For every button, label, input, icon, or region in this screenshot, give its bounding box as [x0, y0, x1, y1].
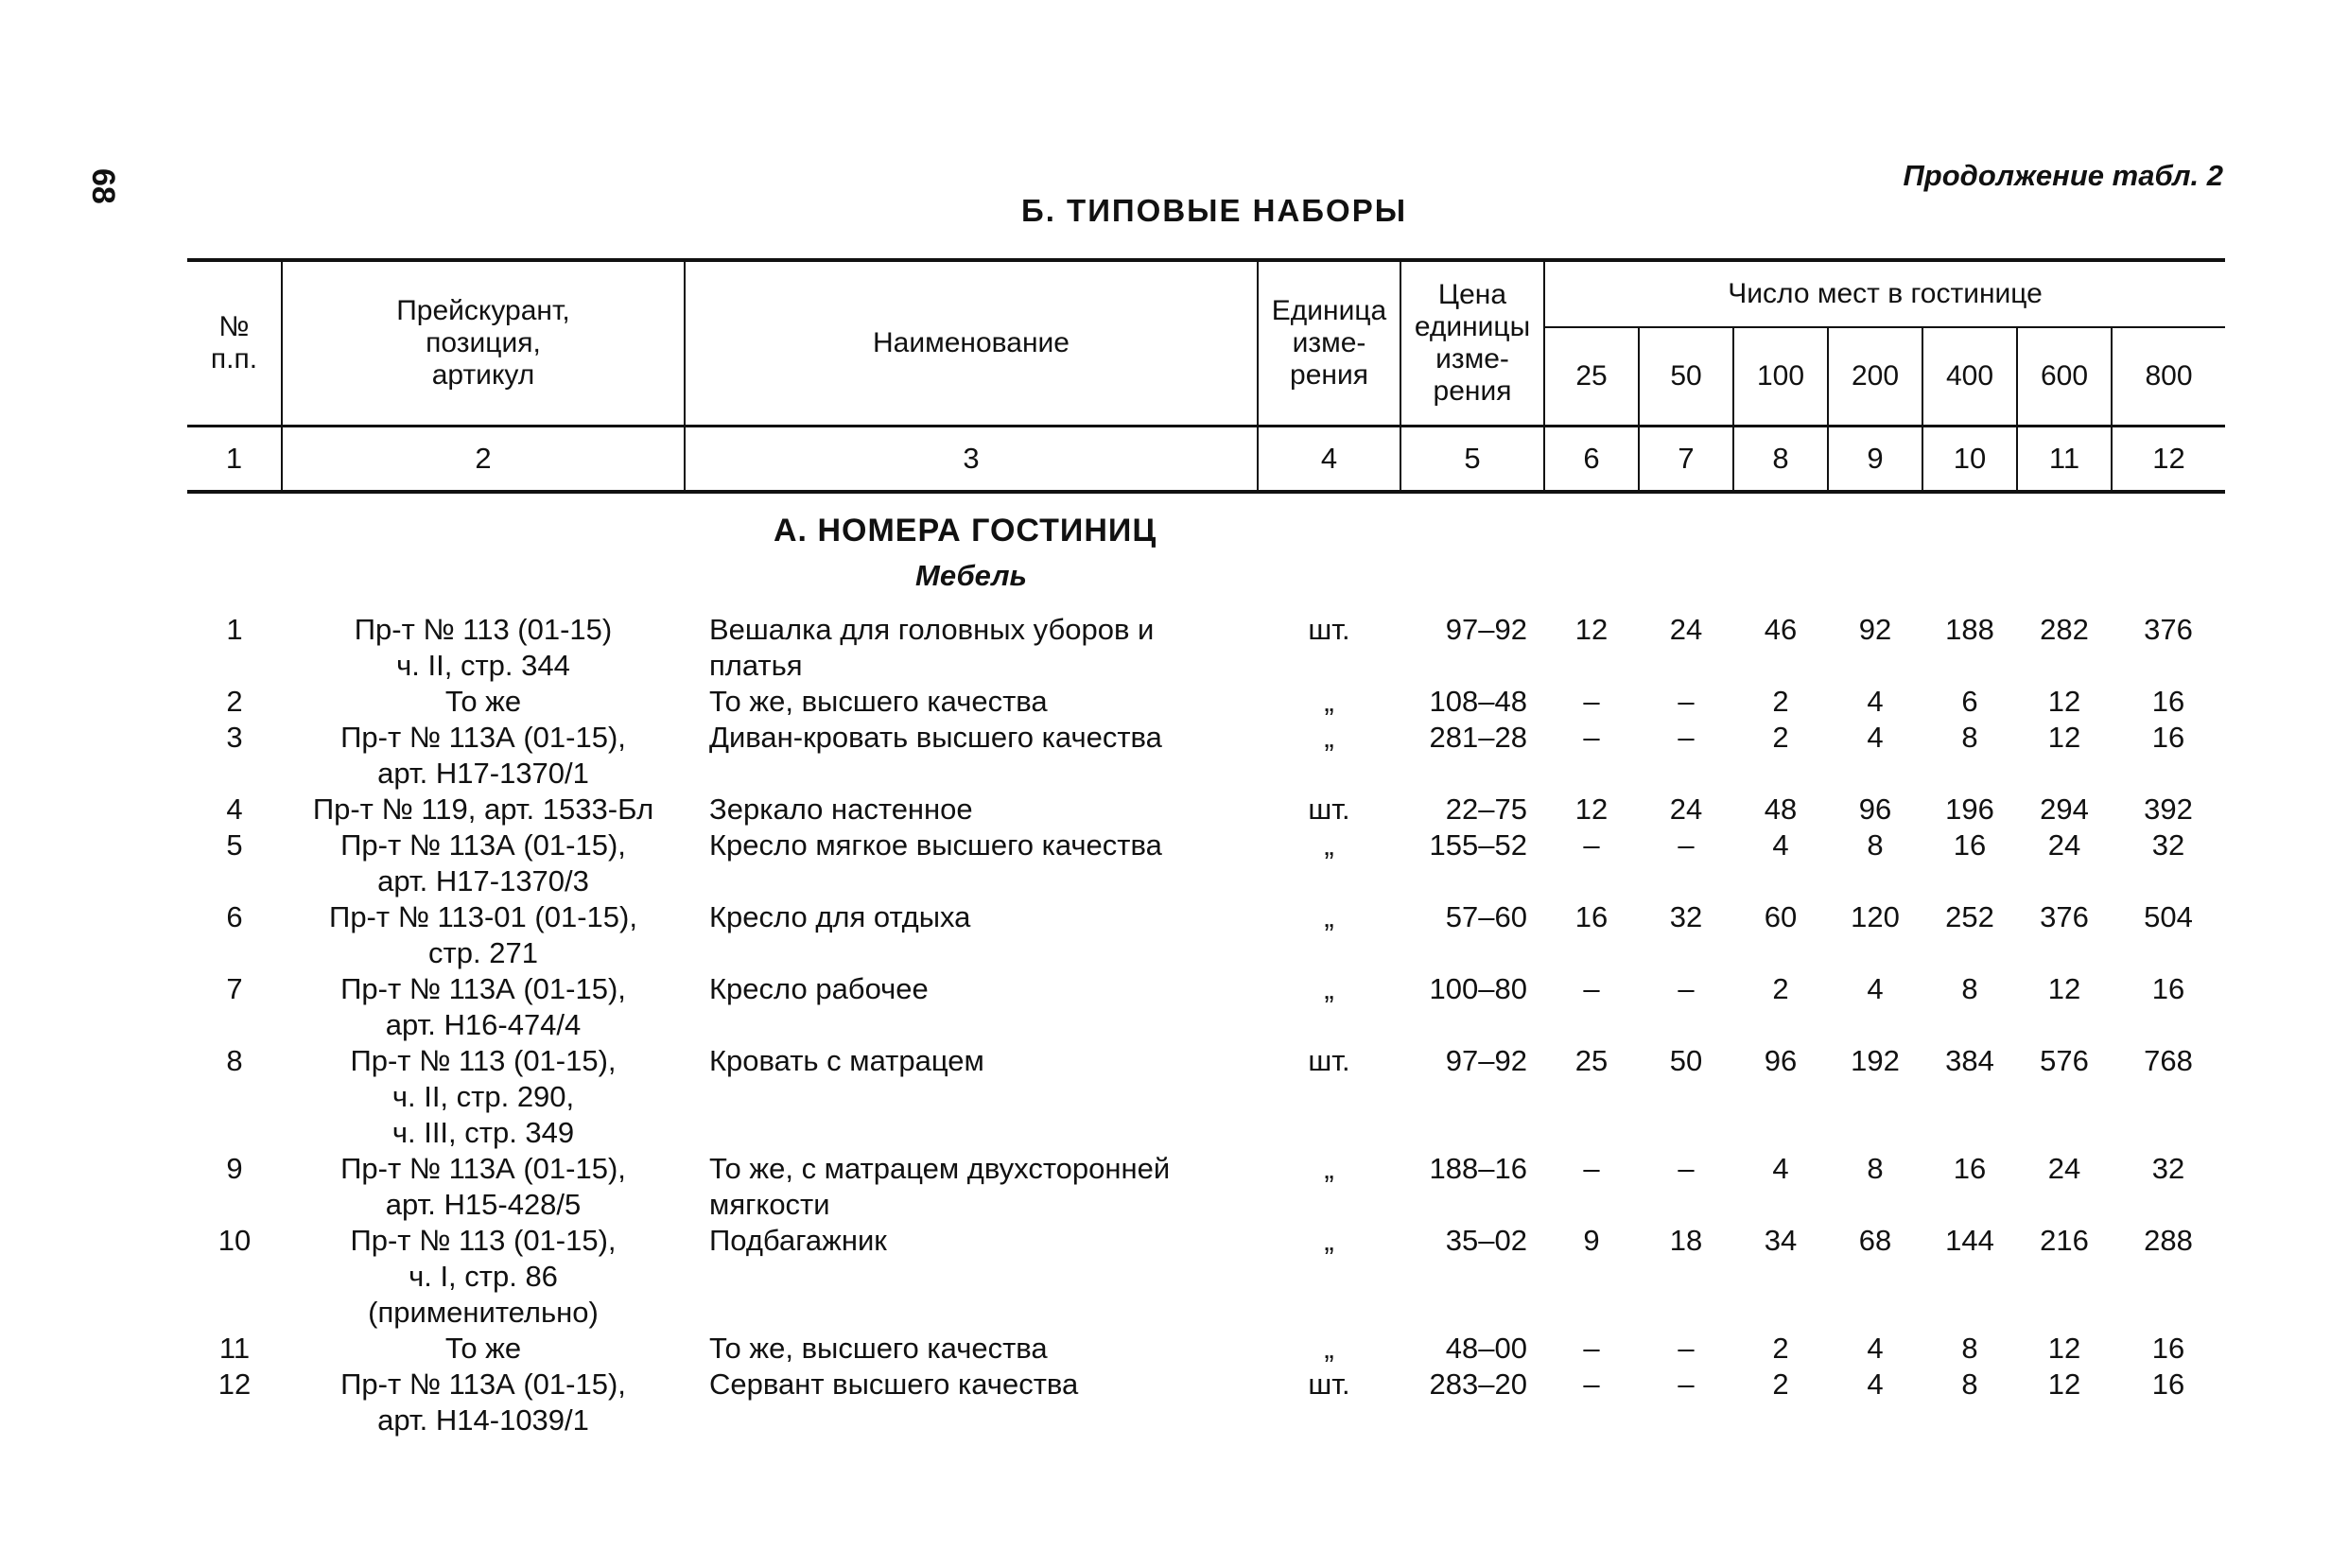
row-quantity: 32	[1669, 900, 1703, 933]
row-number: 1	[226, 613, 243, 646]
row-quantity: –	[1583, 1152, 1600, 1185]
row-unit: „	[1324, 900, 1334, 933]
row-pricelist: Пр-т № 113А (01-15), арт. Н14-1039/1	[340, 1368, 626, 1437]
row-name: То же, высшего качества	[709, 1332, 1048, 1365]
row-quantity: 16	[1953, 1152, 1987, 1185]
row-quantity: 8	[1961, 1332, 1978, 1365]
row-quantity: 12	[2047, 685, 2081, 718]
row-quantity: 576	[2040, 1044, 2089, 1077]
table-continuation-note: Продолжение табл. 2	[1903, 159, 2223, 192]
row-name: Сервант высшего качества	[709, 1368, 1079, 1401]
row-number: 9	[226, 1152, 243, 1185]
row-quantity: 24	[1669, 613, 1703, 646]
row-pricelist: То же	[444, 685, 522, 718]
header-num: № п.п.	[187, 260, 282, 427]
column-number: 6	[1544, 427, 1639, 493]
row-price: 57–60	[1445, 900, 1527, 933]
row-quantity: 12	[1574, 793, 1609, 826]
row-pricelist: Пр-т № 113А (01-15), арт. Н17-1370/1	[340, 721, 626, 790]
table-row	[187, 1331, 2225, 1367]
row-price: 97–92	[1445, 613, 1527, 646]
column-number: 5	[1400, 427, 1544, 493]
row-pricelist: Пр-т № 119, арт. 1533-Бл	[312, 793, 654, 826]
header-capacity-600: 600	[2017, 327, 2112, 427]
row-name: Кровать с матрацем	[709, 1044, 984, 1077]
row-quantity: –	[1583, 1332, 1600, 1365]
row-price: 22–75	[1445, 793, 1527, 826]
row-quantity: 8	[1961, 972, 1978, 1005]
table-row	[187, 612, 2225, 684]
row-quantity: 4	[1867, 972, 1884, 1005]
column-number: 3	[685, 427, 1258, 493]
row-quantity: 8	[1867, 1152, 1884, 1185]
table-row	[187, 684, 2225, 720]
row-number: 3	[226, 721, 243, 754]
subsection-title: Мебель	[915, 559, 1027, 592]
column-number: 8	[1733, 427, 1828, 493]
row-quantity: 12	[2047, 1332, 2081, 1365]
row-pricelist: Пр-т № 113А (01-15), арт. Н15-428/5	[340, 1152, 626, 1221]
row-quantity: 2	[1772, 972, 1789, 1005]
row-unit: шт.	[1308, 1368, 1350, 1401]
row-quantity: 25	[1574, 1044, 1609, 1077]
row-quantity: 24	[2047, 1152, 2081, 1185]
table-row	[187, 1151, 2225, 1223]
row-name: Кресло для отдыха	[709, 900, 971, 933]
row-quantity: –	[1678, 828, 1695, 862]
row-pricelist: Пр-т № 113 (01-15), ч. II, стр. 290, ч. III, стр. 349	[350, 1044, 617, 1149]
header-capacity-800: 800	[2112, 327, 2225, 427]
header-capacity-100: 100	[1733, 327, 1828, 427]
row-quantity: –	[1583, 972, 1600, 1005]
row-quantity: 12	[2047, 721, 2081, 754]
row-quantity: 282	[2040, 613, 2089, 646]
column-number: 9	[1828, 427, 1922, 493]
row-number: 10	[217, 1224, 252, 1257]
row-quantity: 4	[1867, 1332, 1884, 1365]
row-name: Зеркало настенное	[709, 793, 973, 826]
row-quantity: 96	[1858, 793, 1892, 826]
header-capacity-50: 50	[1639, 327, 1733, 427]
row-pricelist: Пр-т № 113А (01-15), арт. Н17-1370/3	[340, 828, 626, 897]
row-quantity: 192	[1851, 1044, 1900, 1077]
row-number: 5	[226, 828, 243, 862]
row-quantity: 60	[1764, 900, 1798, 933]
header-capacity-400: 400	[1922, 327, 2017, 427]
row-quantity: 4	[1867, 721, 1884, 754]
row-number: 8	[226, 1044, 243, 1077]
row-quantity: 12	[1574, 613, 1609, 646]
row-quantity: 46	[1764, 613, 1798, 646]
row-price: 108–48	[1429, 685, 1527, 718]
row-number: 4	[226, 793, 243, 826]
row-quantity: 32	[2151, 1152, 2185, 1185]
header-name: Наименование	[685, 260, 1258, 427]
column-number: 7	[1639, 427, 1733, 493]
row-pricelist: Пр-т № 113-01 (01-15), стр. 271	[329, 900, 637, 969]
row-quantity: 68	[1858, 1224, 1892, 1257]
row-quantity: 16	[2151, 972, 2185, 1005]
row-quantity: 8	[1867, 828, 1884, 862]
row-price: 100–80	[1429, 972, 1527, 1005]
row-unit: „	[1324, 1224, 1334, 1257]
row-quantity: 48	[1764, 793, 1798, 826]
row-quantity: 16	[1574, 900, 1609, 933]
row-pricelist: Пр-т № 113 (01-15), ч. I, стр. 86 (применительно)	[350, 1224, 617, 1329]
row-quantity: 768	[2144, 1044, 2193, 1077]
table-row	[187, 1367, 2225, 1438]
row-quantity: 16	[1953, 828, 1987, 862]
row-quantity: 4	[1772, 1152, 1789, 1185]
row-unit: шт.	[1308, 613, 1350, 646]
row-quantity: 9	[1583, 1224, 1600, 1257]
furniture-table	[187, 258, 2225, 1438]
row-quantity: –	[1678, 972, 1695, 1005]
row-quantity: 8	[1961, 721, 1978, 754]
row-number: 7	[226, 972, 243, 1005]
row-quantity: 16	[2151, 721, 2185, 754]
row-number: 2	[226, 685, 243, 718]
row-price: 155–52	[1429, 828, 1527, 862]
row-quantity: 16	[2151, 1368, 2185, 1401]
row-quantity: 288	[2144, 1224, 2193, 1257]
row-quantity: 376	[2144, 613, 2193, 646]
row-quantity: 12	[2047, 972, 2081, 1005]
row-unit: „	[1324, 1332, 1334, 1365]
row-quantity: 4	[1867, 1368, 1884, 1401]
row-quantity: 92	[1858, 613, 1892, 646]
row-price: 48–00	[1445, 1332, 1527, 1365]
row-unit: „	[1324, 685, 1334, 718]
row-unit: „	[1324, 828, 1334, 862]
row-quantity: 6	[1961, 685, 1978, 718]
row-quantity: 188	[1945, 613, 1994, 646]
row-quantity: 32	[2151, 828, 2185, 862]
table-row	[187, 720, 2225, 792]
row-unit: шт.	[1308, 1044, 1350, 1077]
row-name: Диван-кровать высшего качества	[709, 721, 1162, 754]
row-quantity: 2	[1772, 1332, 1789, 1365]
row-name: Подбагажник	[709, 1224, 887, 1257]
column-number: 11	[2017, 427, 2112, 493]
row-quantity: 392	[2144, 793, 2193, 826]
row-quantity: –	[1583, 828, 1600, 862]
header-unit: Единица изме- рения	[1258, 260, 1400, 427]
row-quantity: 294	[2040, 793, 2089, 826]
row-quantity: 196	[1945, 793, 1994, 826]
row-quantity: –	[1583, 721, 1600, 754]
row-name: Кресло рабочее	[709, 972, 929, 1005]
header-pricelist: Прейскурант, позиция, артикул	[282, 260, 685, 427]
row-unit: „	[1324, 1152, 1334, 1185]
row-quantity: 216	[2040, 1224, 2089, 1257]
row-quantity: 4	[1867, 685, 1884, 718]
row-quantity: 4	[1772, 828, 1789, 862]
row-price: 35–02	[1445, 1224, 1527, 1257]
table-row	[187, 971, 2225, 1043]
row-quantity: 384	[1945, 1044, 1994, 1077]
row-quantity: 96	[1764, 1044, 1798, 1077]
row-quantity: 2	[1772, 721, 1789, 754]
row-unit: шт.	[1308, 793, 1350, 826]
row-name: Кресло мягкое высшего качества	[709, 828, 1162, 862]
document-title: Б. ТИПОВЫЕ НАБОРЫ	[1021, 193, 1408, 228]
header-capacity-group: Число мест в гостинице	[1544, 260, 2225, 327]
row-quantity: 24	[1669, 793, 1703, 826]
row-number: 12	[217, 1368, 252, 1401]
row-quantity: –	[1678, 1152, 1695, 1185]
row-quantity: 24	[2047, 828, 2081, 862]
table-row	[187, 899, 2225, 971]
column-number: 2	[282, 427, 685, 493]
row-unit: „	[1324, 972, 1334, 1005]
row-name: Вешалка для головных уборов и платья	[709, 613, 1155, 682]
row-price: 281–28	[1429, 721, 1527, 754]
row-quantity: –	[1583, 1368, 1600, 1401]
row-name: То же, с матрацем двухсторонней мягкости	[709, 1152, 1171, 1221]
row-number: 6	[226, 900, 243, 933]
row-quantity: 376	[2040, 900, 2089, 933]
row-quantity: 12	[2047, 1368, 2081, 1401]
row-quantity: 252	[1945, 900, 1994, 933]
column-number: 10	[1922, 427, 2017, 493]
column-number: 4	[1258, 427, 1400, 493]
table-row	[187, 828, 2225, 899]
row-quantity: –	[1678, 1332, 1695, 1365]
row-price: 97–92	[1445, 1044, 1527, 1077]
table-body	[187, 612, 2225, 1438]
table-row	[187, 1043, 2225, 1151]
page-number: 68	[85, 168, 121, 204]
row-quantity: 120	[1851, 900, 1900, 933]
row-quantity: 50	[1669, 1044, 1703, 1077]
row-unit: „	[1324, 721, 1334, 754]
row-name: То же, высшего качества	[709, 685, 1048, 718]
row-pricelist: То же	[444, 1332, 522, 1365]
section-title: А. НОМЕРА ГОСТИНИЦ	[774, 513, 1157, 549]
header-capacity-200: 200	[1828, 327, 1922, 427]
row-quantity: 18	[1669, 1224, 1703, 1257]
row-price: 283–20	[1429, 1368, 1527, 1401]
row-quantity: –	[1678, 721, 1695, 754]
table-row	[187, 1223, 2225, 1331]
row-number: 11	[218, 1332, 251, 1365]
row-quantity: –	[1583, 685, 1600, 718]
row-quantity: 144	[1945, 1224, 1994, 1257]
row-quantity: –	[1678, 1368, 1695, 1401]
row-pricelist: Пр-т № 113А (01-15), арт. Н16-474/4	[340, 972, 626, 1041]
row-quantity: 16	[2151, 1332, 2185, 1365]
column-number: 1	[187, 427, 282, 493]
row-price: 188–16	[1429, 1152, 1527, 1185]
row-pricelist: Пр-т № 113 (01-15) ч. II, стр. 344	[354, 613, 613, 682]
row-quantity: 2	[1772, 685, 1789, 718]
header-price: Цена единицы изме- рения	[1400, 260, 1544, 427]
row-quantity: 34	[1764, 1224, 1798, 1257]
row-quantity: –	[1678, 685, 1695, 718]
row-quantity: 2	[1772, 1368, 1789, 1401]
row-quantity: 504	[2144, 900, 2193, 933]
header-capacity-25: 25	[1544, 327, 1639, 427]
row-quantity: 16	[2151, 685, 2185, 718]
table-row	[187, 792, 2225, 828]
column-number: 12	[2112, 427, 2225, 493]
row-quantity: 8	[1961, 1368, 1978, 1401]
